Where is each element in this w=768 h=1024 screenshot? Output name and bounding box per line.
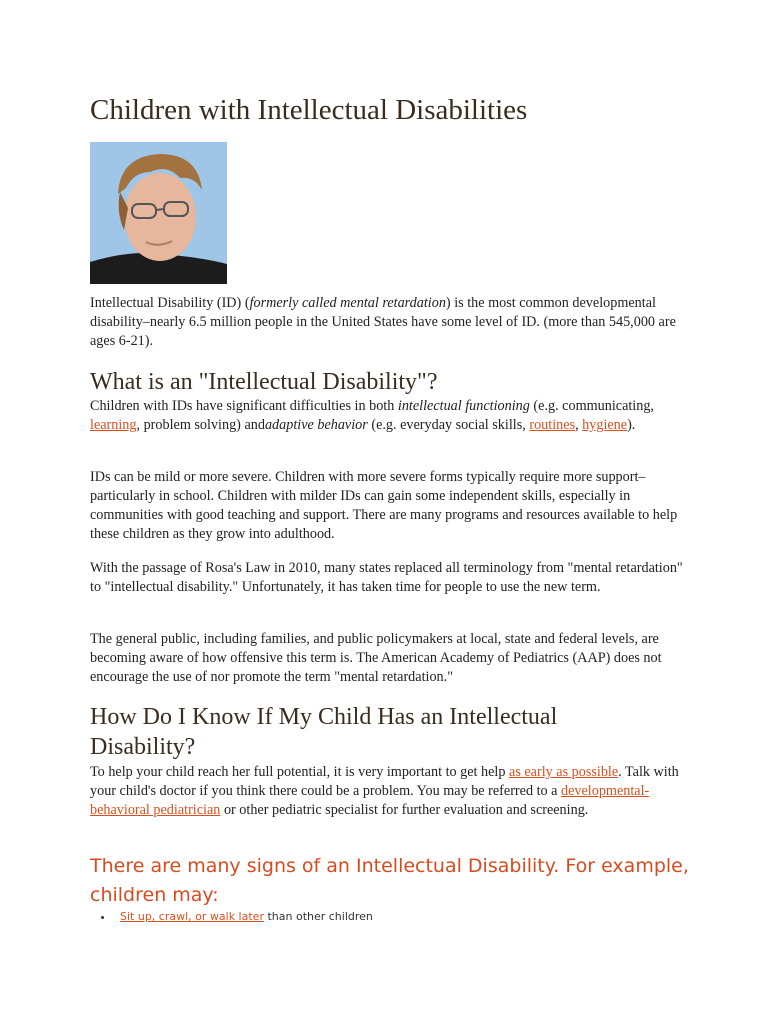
emphasis-intellectual-functioning: intellectual functioning [397,398,530,414]
list-item-text: than other children [263,910,373,923]
section-heading-what-is: What is an "Intellectual Disability"? [90,369,438,395]
text: (e.g. everyday social skills, [367,417,530,433]
emphasis-adaptive-behavior: adaptive behavior [264,417,368,433]
signs-list [90,910,373,923]
link-sit-up-crawl-walk[interactable]: Sit up, crawl, or walk later [120,910,264,923]
link-hygiene[interactable]: hygiene [582,417,628,433]
link-as-early-as-possible[interactable]: as early as possible [509,764,619,780]
section-heading-how-do-i-know: How Do I Know If My Child Has an Intellectual Disability? [90,704,558,760]
text: . Talk with your child's doctor if you think there could be a problem. You may be referred to a [90,764,679,799]
text: Children with IDs have significant difficulties in both [90,398,398,414]
link-developmental-behavioral-pediatrician[interactable]: developmental-behavioral pediatrician [90,783,650,818]
help-paragraph [90,763,690,820]
intro-emphasis: formerly called mental retardation [249,295,446,311]
text: (e.g. communicating, [529,398,654,414]
intro-paragraph [90,294,690,351]
text: To help your child reach her full potential, it is very important to get help [90,764,510,780]
text: , problem solving) and [136,417,265,433]
definition-paragraph [90,397,690,435]
portrait-image [90,142,227,284]
severity-paragraph: IDs can be mild or more severe. Children with more severe forms typically require more support–particularly in school. Children with milder IDs can gain some independent skills, especially in communities with good teaching and support. There are many programs and resources available to help these children as they grow into adulthood. [90,469,678,542]
text: or other pediatric specialist for further evaluation and screening. [220,802,589,818]
text: , [575,417,583,433]
intro-text-2: ) is the most common developmental disability–nearly 6.5 million people in the United States have some level of ID. (more than 545,000 are ages 6-21). [90,295,676,349]
public-awareness-paragraph: The general public, including families, and public policymakers at local, state and federal levels, are becoming aware of how offensive this term is. The American Academy of Pediatrics (AAP) does not encourage the use of nor promote the term "mental retardation." [90,631,662,685]
link-routines[interactable]: routines [529,417,576,433]
child-photo [90,142,227,284]
link-learning[interactable]: learning [90,417,137,433]
signs-heading: There are many signs of an Intellectual Disability. For example, children may: [90,855,689,906]
list-item [114,910,373,923]
intro-text-1: Intellectual Disability (ID) ( [90,295,250,311]
page-title: Children with Intellectual Disabilities [90,94,528,126]
rosas-law-paragraph: With the passage of Rosa's Law in 2010, many states replaced all terminology from "mental retardation" to "intellectual disability." Unfortunately, it has taken time for people to use the new term. [90,560,683,595]
text: ). [627,417,636,433]
